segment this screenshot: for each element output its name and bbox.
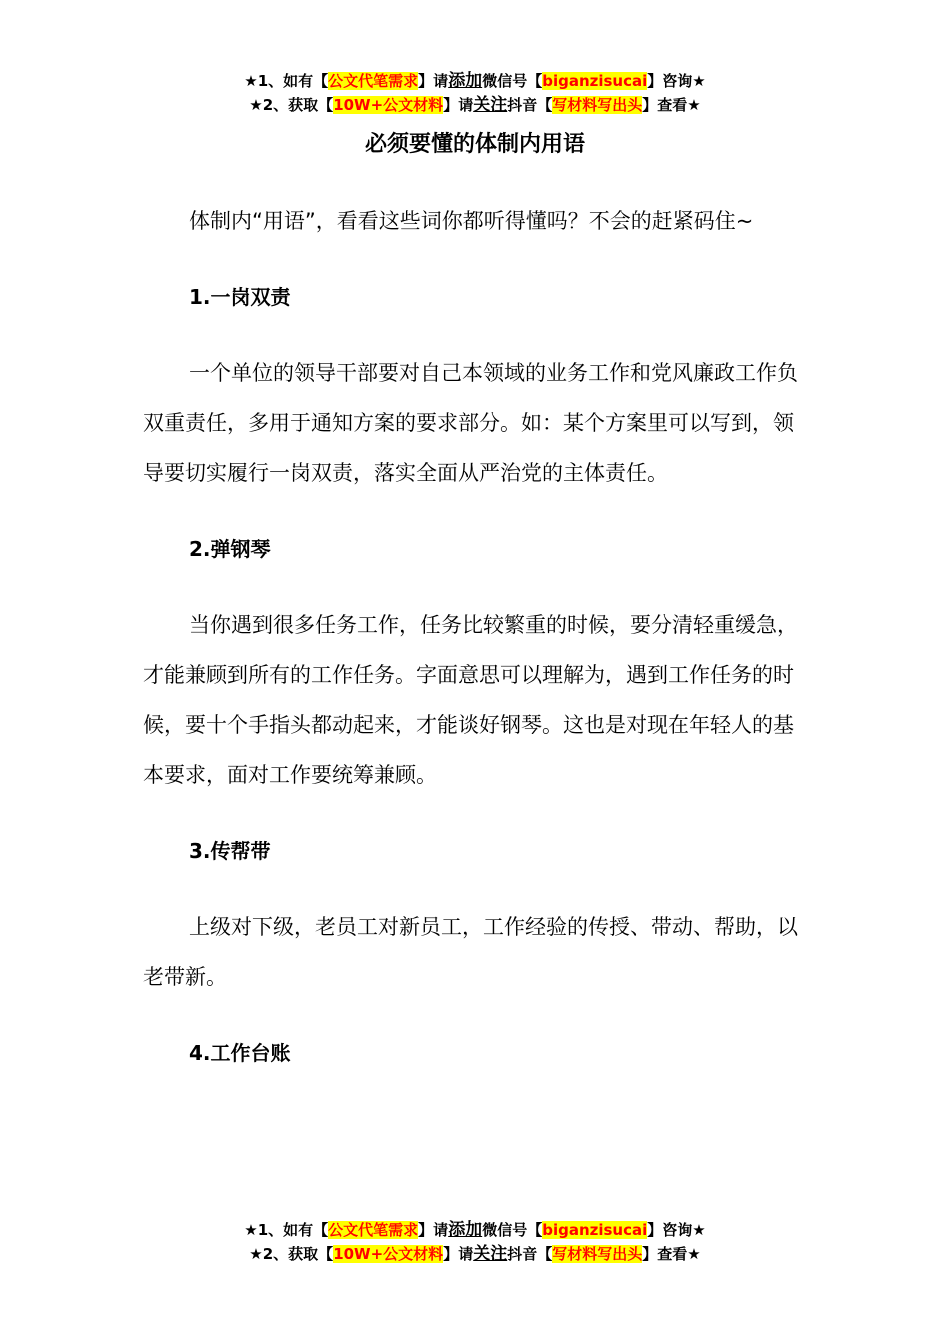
banner-line-1-prefix: ★1、如有【 [244,1221,329,1239]
document-title: 必须要懂的体制内用语 [364,132,585,157]
banner-line-2-text: 】请 [443,96,474,114]
banner-line-2 [0,1242,950,1266]
section-heading: 1.一岗双责 [189,285,291,309]
banner-line-2-text: 】请 [443,1245,474,1263]
banner-line-2-prefix: ★2、获取【 [249,1245,334,1263]
section-heading: 4.工作台账 [189,1041,291,1065]
section-heading: 2.弹钢琴 [189,537,271,561]
banner-highlight-materials: 10W+公文材料 [333,96,444,114]
banner-highlight-douyin: 写材料写出头 [552,1245,643,1263]
section-heading: 3.传帮带 [189,839,271,863]
banner-line-2-suffix: 】查看★ [642,1245,701,1263]
banner-line-1 [0,69,950,93]
banner-highlight-service: 公文代笔需求 [328,72,419,90]
banner-line-1-suffix: 】咨询★ [647,1221,706,1239]
section-body: 上级对下级，老员工对新员工，工作经验的传授、带动、帮助，以老带新。 [143,915,798,989]
banner-highlight-wechat-id: biganzisucai [542,72,648,90]
intro-paragraph: 体制内“用语”，看看这些词你都听得懂吗？不会的赶紧码住~ [189,209,754,233]
bottom-banner [0,1218,950,1266]
banner-emphasis-add: 添加 [448,1220,483,1240]
banner-line-1-text: 】请 [418,72,449,90]
banner-emphasis-add: 添加 [448,71,483,91]
banner-highlight-service: 公文代笔需求 [328,1221,419,1239]
banner-highlight-douyin: 写材料写出头 [552,96,643,114]
banner-line-1-text-2: 微信号【 [482,1221,543,1239]
section-body: 一个单位的领导干部要对自己本领域的业务工作和党风廉政工作负双重责任，多用于通知方案的要求部分。如：某个方案里可以写到，领导要切实履行一岗双责，落实全面从严治党的主体责任。 [143,361,798,485]
banner-line-2-prefix: ★2、获取【 [249,96,334,114]
banner-line-1-suffix: 】咨询★ [647,72,706,90]
top-banner [0,69,950,117]
section-body: 当你遇到很多任务工作，任务比较繁重的时候，要分清轻重缓急，才能兼顾到所有的工作任务。字面意思可以理解为，遇到工作任务的时候，要十个手指头都动起来，才能谈好钢琴。这也是对现在年轻人的基本要求，面对工作要统筹兼顾。 [143,613,798,787]
banner-highlight-wechat-id: biganzisucai [542,1221,648,1239]
banner-highlight-materials: 10W+公文材料 [333,1245,444,1263]
banner-line-2-suffix: 】查看★ [642,96,701,114]
banner-line-1-text-2: 微信号【 [482,72,543,90]
banner-line-1-text: 】请 [418,1221,449,1239]
banner-line-2 [0,93,950,117]
banner-line-1 [0,1218,950,1242]
banner-line-2-text-2: 抖音【 [507,1245,553,1263]
banner-emphasis-follow: 关注 [473,95,508,115]
document-body [143,196,803,1078]
banner-line-2-text-2: 抖音【 [507,96,553,114]
banner-line-1-prefix: ★1、如有【 [244,72,329,90]
banner-emphasis-follow: 关注 [473,1244,508,1264]
